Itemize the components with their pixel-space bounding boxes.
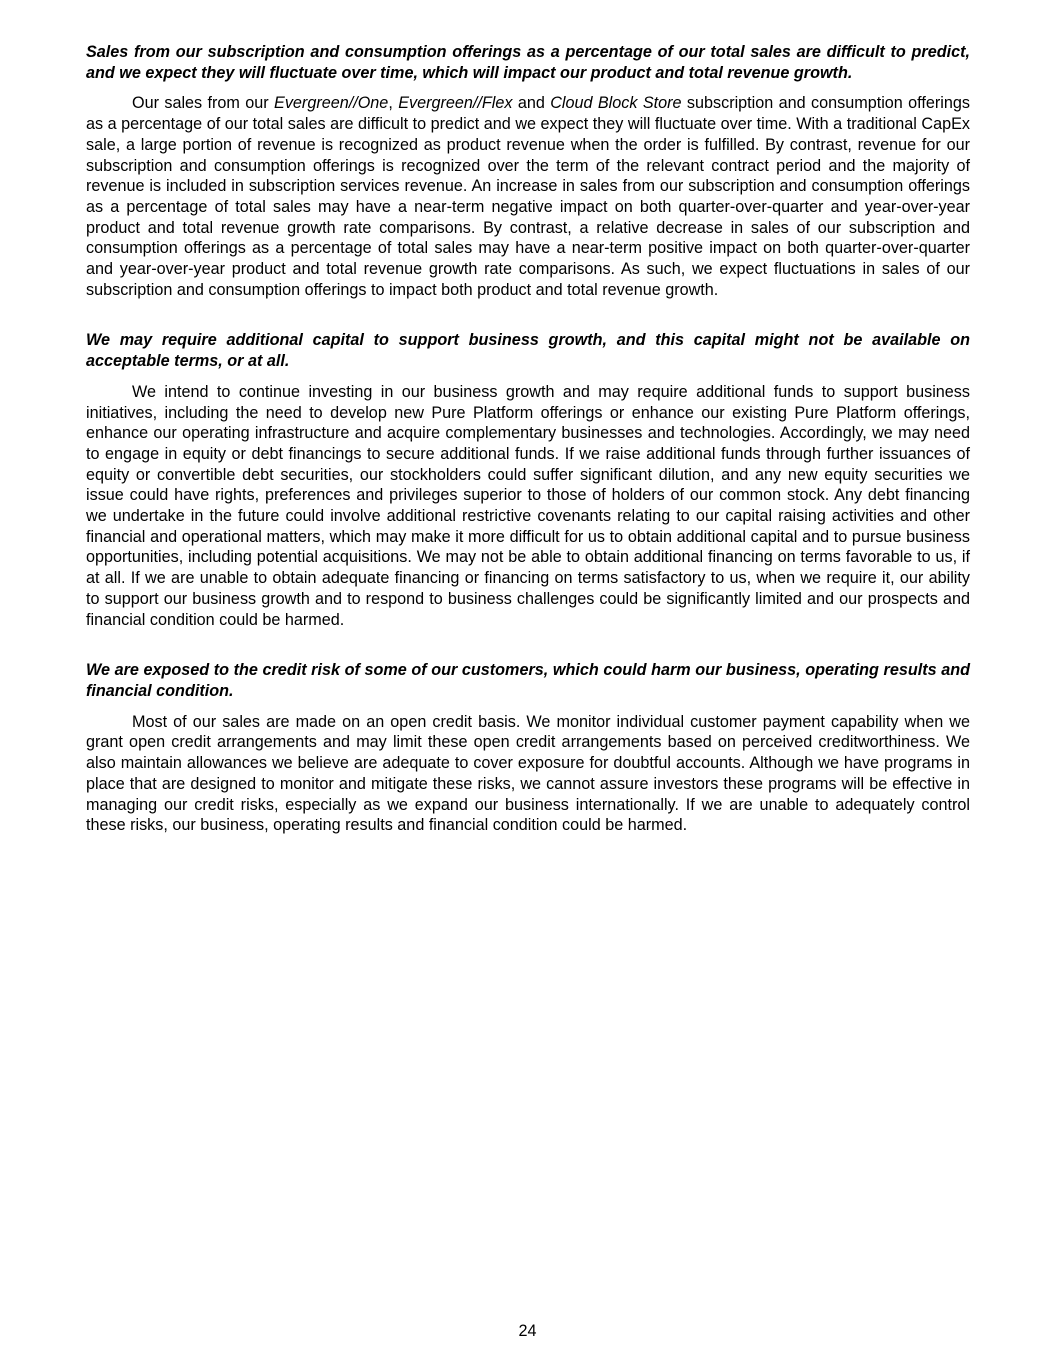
risk-factor-heading: We are exposed to the credit risk of some of our customers, which could harm our business, operating results and financial condition. (86, 661, 970, 700)
risk-factor-heading: We may require additional capital to support business growth, and this capital might not be available on acceptable terms, or at all. (86, 331, 970, 371)
risk-factor-credit-risk (86, 660, 970, 836)
body-text: subscription and consumption offerings as a percentage of our total sales are difficult to predict and we expect they will fluctuate over time. With a traditional CapEx sale, a large portion of revenue is recognized as product revenue when the order is fulfilled. By contrast, revenue for our subscription and consumption offerings is recognized over the term of the relevant contract period and the majority of revenue is included in subscription services revenue. An increase in sales from our subscription and consumption offerings as a percentage of total sales may have a near-term negative impact on both quarter-over-quarter and year-over-year product and total revenue growth rate comparisons. By contrast, a relative decrease in sales of our subscription and consumption offerings as a percentage of total sales may have a near-term positive impact on both quarter-over-quarter and year-over-year product and total revenue growth rate comparisons. As such, we expect fluctuations in sales of our subscription and consumption offerings to impact both product and total revenue growth. (86, 94, 970, 299)
product-name: Evergreen//One (274, 94, 389, 113)
risk-factor-subscription-sales (86, 42, 970, 300)
document-page (86, 42, 970, 866)
risk-factor-additional-capital (86, 330, 970, 630)
product-name: Evergreen//Flex (398, 94, 513, 113)
body-text: , (388, 94, 399, 113)
body-text: Our sales from our (132, 94, 275, 113)
risk-factor-heading: Sales from our subscription and consumption offerings as a percentage of our total sales are difficult to predict, and we expect they will fluctuate over time, which will impact our product and total revenue growth. (86, 43, 970, 82)
page-number: 24 (518, 1322, 537, 1340)
risk-factor-body: Most of our sales are made on an open credit basis. We monitor individual customer payment capability when we grant open credit arrangements and may limit these open credit arrangements based on perceived creditworthiness. We also maintain allowances we believe are adequate to cover exposure for doubtful accounts. Although we have programs in place that are designed to monitor and mitigate these risks, we cannot assure investors these programs will be effective in managing our credit risks, especially as we expand our business internationally. If we are unable to adequately control these risks, our business, operating results and financial condition could be harmed. (86, 712, 970, 835)
product-name: Cloud Block Store (550, 94, 682, 113)
body-text: and (512, 94, 551, 113)
risk-factor-body: We intend to continue investing in our business growth and may require additional funds to support business initiatives, including the need to develop new Pure Platform offerings or enhance our existing Pure Platform offerings, enhance our operating infrastructure and acquire complementary businesses and technologies. Accordingly, we may need to engage in equity or debt financings to secure additional funds. If we raise additional funds through further issuances of equity or convertible debt securities, our stockholders could suffer significant dilution, and any new equity securities we issue could have rights, preferences and privileges superior to those of holders of our common stock. Any debt financing we undertake in the future could involve additional restrictive covenants relating to our capital raising activities and other financial and operational matters, which may make it more difficult for us to obtain additional capital and to pursue business opportunities, including potential acquisitions. We may not be able to obtain additional financing on terms favorable to us, if at all. If we are unable to obtain adequate financing or financing on terms satisfactory to us, when we require it, our ability to support our business growth and to respond to business challenges could be significantly limited and our prospects and financial condition could be harmed. (86, 382, 970, 629)
risk-factor-body (86, 93, 970, 300)
